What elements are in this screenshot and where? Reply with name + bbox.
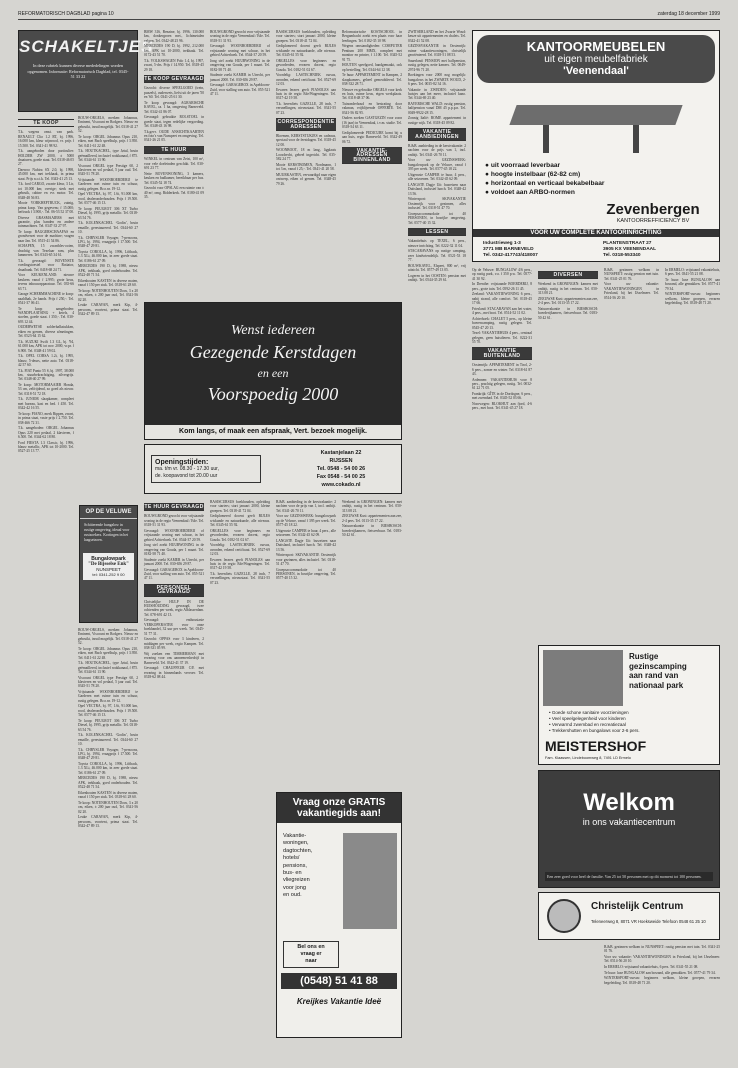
classified-ad: Viscount ORGEL type Prestige 60, 2 klavieren en vol pedaal, 5 jaar oud. Tel. 0345-51 78 20. bbox=[78, 163, 138, 177]
classified-ad: Vakantiehuis op TEXEL, 6 pers., nieuwe inrichting. Tel. 0222-32 11 04. bbox=[408, 239, 466, 248]
classified-ad: Ervaren lerares geeft PIANOLES aan huis in de regio Ede/Wageningen. Tel. 0317-42 19 58. bbox=[276, 87, 336, 101]
classified-ad: Jong stel zoekt HUURWONING in de omgeving van Gouda, per 1 maart. Tel. 0182-58 71 40. bbox=[144, 543, 204, 557]
classified-ad: Christelijke HULP IN DE HUISHOUDING gevraagd, twee ochtenden per week, regio Alblasserdam. Tel. 078-691 42 13. bbox=[144, 599, 204, 617]
classified-ad: Ouders zoeken GASTGEZIN voor zoon (16 jaar) in Veenendaal, i.v.m. studie. Tel. 0318-54 63 11. bbox=[342, 116, 402, 130]
section-te-huur-gevraagd: TE HUUR GEVRAAGD bbox=[144, 504, 204, 510]
bullet-icon: • bbox=[549, 722, 552, 727]
welkom-text: Een zeer goed voor heel de familie. Van 25 tot 50 personen met op dit moment tot 100 personen. bbox=[545, 872, 713, 881]
classified-ad: T.k. CHRYSLER Voyager, 7-persoons, LPG, bj. 1994, vraagprijs f 17.500. Tel. 0348-47 29 81. bbox=[78, 235, 138, 249]
classified-ad: Garage SCHERMMACHINE te koop: naaldhak, 2e hands. Prijs f 250,-. Tel. 0541-37 06 41. bbox=[18, 292, 74, 305]
classified-ad: MERCEDES 190 D, bj. 1988, nieuw APK, trekhaak, goed onderhouden. Tel. 0522-48 71 54. bbox=[78, 264, 138, 278]
classified-ad: Gevraagd: WOONBOERDERIJ of vrijstaande woning met schuur, in het gebied Achterhoek. Tel. 0544-37 20 59. bbox=[210, 44, 270, 58]
masthead-intro: In deze rubriek kunnen diverse mededelingen worden opgenomen. Informatie: Reformatorisch Dagblad, tel. 0345-51 33 22 bbox=[27, 63, 129, 80]
classified-ad: Logeren in het OOSTEN: pension met ontbijt. Tel. 0544-35 29 61. bbox=[408, 273, 466, 283]
classified-ad: B.&B. aanbieding in de kerstvakantie: 2 nachten voor de prijs van 1, incl. ontbijt. Tel. 0341-26 70 11. bbox=[408, 144, 466, 157]
classified-ad: Sauerland: PENSION met halfpension, rustig gelegen, nette kamers. Tel. 0049-2974-96 71 20. bbox=[408, 58, 466, 72]
classified-ad: Gevraagd: CHAUFFEUR C/E met ervaring in binnenlands vervoer. Tel. 0318-62 08 44. bbox=[144, 666, 204, 679]
classified-ad: Leuke CARAVAN, merk Kip, 4-persoons, voortent, prima staat. Tel. 0342-47 89 13. bbox=[78, 815, 138, 829]
ad-rustige-camping bbox=[538, 645, 720, 765]
classified-ad: Natuurvakantie in BIESBOSCH: boerderijkamers, fietsverhuur. Tel. 0183-50 42 61. bbox=[342, 524, 402, 538]
column-8 bbox=[408, 30, 466, 1054]
openingstijden-text: ma. t/m vr. 08.30 - 17.30 uur, de. koopavond tot 20.00 uur bbox=[155, 466, 219, 479]
classified-ad: B.&B. gezinnen welkom in NUNSPEET: rustig pension met tuin. Tel. 0341-25 01 76. bbox=[604, 945, 720, 954]
classified-ad: Toyota COROLLA, bj. 1996, Liftback, 1.3 XLi, 46.000 km, in zeer goede staat. Tel. 0186-61 27 09. bbox=[78, 250, 138, 263]
camping-item: • Trekkershutten en bungalows voor 2-6 pers. bbox=[549, 728, 640, 733]
classified-ad: Te koop: PEUGEOT 306 XT Turbo Diesel, bj. 1995, grijs metallic. Tel. 0318-63 54 76. bbox=[78, 206, 138, 220]
desk-leg-shape-2 bbox=[633, 125, 639, 153]
classified-ad: In Drenthe: vrijstaande BOERDERIJ, 8 pers., grote tuin. Tel. 0592-26 11 45. bbox=[472, 282, 532, 291]
classified-ad: LANGSTE Dagje Uit: busreizen naar Duitsland, inclusief lunch. Tel. 0348-42 13 56. bbox=[276, 538, 336, 552]
column-5-lower-ads bbox=[276, 500, 336, 581]
classified-ad: Vrijstaande WOONBOERDERIJ te Garderen met ruime tuin en schuur, rustig gelegen. Br.o.nr. 19-12. bbox=[78, 178, 138, 191]
column-10 bbox=[538, 268, 598, 640]
classified-ad: MERCEDES 190 D, bj. 1988, nieuw APK, trekhaak, goed onderhouden. Tel. 0522-48 71 54. bbox=[78, 776, 138, 790]
camping-brand: MEISTERSHOF bbox=[545, 738, 647, 754]
section-vakantie-binnenland: VAKANTIE-ADRESSEN BINNENLAND bbox=[342, 147, 402, 164]
openingstijden-title: Openingstijden: bbox=[155, 459, 209, 466]
section-te-huur: TE HUUR bbox=[144, 146, 204, 154]
column-3-ads bbox=[144, 30, 204, 72]
classified-ad: Gezocht: diverse SPEELGOED (trein, puzzels), ouderwets, liefst uit de jaren '50 en '60. Tel. 0341-25 61 30. bbox=[144, 86, 204, 100]
kantoor-bullet: ● voldoet aan ARBO-normen bbox=[485, 189, 575, 196]
classified-ad: B.&B. aanbieding in de kerstvakantie: 2 nachten voor de prijs van 1, incl. ontbijt. Tel. 0341-26 70 11. bbox=[276, 500, 336, 513]
kerst-text-block bbox=[145, 323, 401, 405]
kantoor-addr-left: Industrieweg 1-3 3771 MB BARNEVELD Tel. 0342-417743/418007 bbox=[483, 241, 538, 258]
column-3c-ads bbox=[144, 157, 204, 199]
classified-ad: Achterhoek: CHALET 5 pers., op kleine boerencamping, rustig gelegen. Tel. 0545-47 20 13. bbox=[472, 316, 532, 330]
classified-ad: BOUW-ORGELS, merken: Johannus, Eminent, Viscount en Rodgers. Nieuw en gebruikt, inruil mogelijk. Tel. 0318-41 27 52. bbox=[78, 628, 138, 646]
classified-ad: Wegens omstandigheden: COMPUTER Pentium 200 MMX, compleet met monitor en printer, f 1.100. Tel. 0345-52 91 75. bbox=[342, 44, 402, 62]
classified-ad: Diverse GRASMAAIERS met garantie, plus banden en andere tuinmachines. Tel. 0347-33 27 97. bbox=[18, 215, 74, 229]
classified-ad: BOUWGROND gezocht voor vrijstaande woning in de regio Veenendaal / Ede. Tel. 0318-51 31 93. bbox=[210, 30, 270, 43]
classified-ad: Groepsaccommodatie tot 40 PERSONEN, in bosrijke omgeving. Tel. 0577-40 15 32. bbox=[408, 211, 466, 225]
column-8c-ads bbox=[408, 239, 466, 282]
classified-ad: Wij zoeken een TIMMERMAN met ervaring voor ons aannemersbedrijf in Barneveld. Tel. 0342-41 37 19. bbox=[144, 651, 204, 665]
classified-ad: WINTERSPORT-cursus: beginners welkom, kleine groepen, ervaren begeleiding. Tel. 0318-48 71 20. bbox=[665, 292, 720, 306]
column-5 bbox=[276, 30, 336, 300]
classified-ad: Gevraagd: enthousiaste VERKOPER/STER voor onze boekhandel, 32 uur per week. Tel. 0345-51 77 31. bbox=[144, 618, 204, 636]
centrum-brand: Christelijk Centrum bbox=[591, 901, 684, 912]
classified-ad: Te huur: luxe BUNGALOW aan bosrand, alle gemakken. Tel. 0577-41 79 34. bbox=[604, 970, 716, 975]
column-3 bbox=[144, 30, 204, 300]
classified-ad: ORGELLES voor beginners en gevorderden, ervaren docent, regio Gouda. Tel. 0182-51 02 67. bbox=[276, 58, 336, 72]
classified-ad: ZEEUWSE Kust: appartementen aan zee, 2-4 pers. Tel. 0113-35 17 22. bbox=[538, 296, 598, 306]
vraag-image bbox=[343, 833, 397, 929]
classified-ad: Uitgeruste CAMPER te huur, 4 pers., alle seizoenen. Tel. 0342-45 62 09. bbox=[408, 172, 466, 182]
column-3-lower-ads-b bbox=[144, 600, 204, 680]
classified-ad: WOONBOOT, 18 m lang, ligplaats Loosdrecht, geheel ingericht. Tel. 035-582 24 77. bbox=[276, 148, 336, 162]
bullet-icon: • bbox=[549, 716, 552, 721]
classified-ad: T.k. VOLKSWAGEN Polo 1.4, bj. 1997, zwart, 5-drs. Prijs f 14.950. Tel. 0318-45 29 18. bbox=[144, 58, 204, 72]
kantoor-bullet: ● horizontaal en verticaal bekabelbaar bbox=[485, 180, 605, 187]
classified-ad: Gediplomeerd docent geeft BIJLES wiskunde en natuurkunde, alle niveaus. Tel. 0345-61 55 92. bbox=[276, 44, 336, 58]
column-4-lower-ads bbox=[210, 500, 270, 585]
kantoor-sub: uit eigen meubelfabriek bbox=[544, 54, 648, 65]
classified-ad: BASISCURSUS boekhouden, opleiding voor starters; start januari 2000, kleine groepen. Tel. 0318-41 72 04. bbox=[210, 500, 270, 513]
classified-ad: Mooie VORKHEFTRUCK, zuinig, prima koop. Van gegevens; f 15.000; heftruck f 3.900,-. Tel. 06-53 52 37 00. bbox=[18, 201, 74, 215]
column-8b-ads bbox=[408, 144, 466, 225]
classified-ad: T.k. wegens omst. van park. RENAULT Clio 1.2 RT, bj. 1996, 16.000 km, kleur wijnrood, vr. prijs f 15.500. Tel. 0341-41 98 92. bbox=[18, 130, 74, 148]
classified-ad: Gevraagd: WOONBOERDERIJ of vrijstaande woning met schuur, in het gebied Achterhoek. Tel. 0544-37 20 59. bbox=[144, 528, 204, 542]
schakeltjes-masthead bbox=[18, 30, 154, 112]
classified-ad: T.k. FIAT Punto 55 S, bj. 1997, 38.000 km, stuurbekrachtiging, zilvergrijs. Tel. 0348-40 27 99. bbox=[18, 368, 74, 382]
classified-ad: Oostenrijk: APPARTEMENT in Tirol, 2-6 pers., zomer en winter. Tel. 0318-61 87 43. bbox=[472, 363, 532, 377]
kerst-line1: Wenst iedereen bbox=[230, 323, 316, 338]
classified-ad: Gevraagd: gebruikte ROLSTOEL in goede staat, tegen redelijke vergoeding. Tel. 0348-43 16 98. bbox=[144, 115, 204, 129]
classified-ad: Nette BOVENWONING, 3 kamers, keuken en badkamer, bereikbaar per bus. Tel. 0345-52 18 74. bbox=[144, 171, 204, 185]
classified-ad: WINTERSPORT-cursus: beginners welkom, kleine groepen, ervaren begeleiding. Tel. 0318-48 71 20. bbox=[604, 976, 720, 985]
classified-ad: Reformatorische KOSTSCHOOL in Bergambacht zoekt een plaats voor haar leerlingen. Tel. 0182-35 10 98. bbox=[342, 30, 402, 43]
kerst-line2: Gezegende Kerstdagen bbox=[189, 342, 357, 362]
kantoor-addr-right: PLANTENSTRAAT 27 3905 KX VEENENDAAL Tel. 0318-553340 bbox=[603, 241, 657, 258]
camping-item: • Veel speelgelegenheid voor kinderen bbox=[549, 716, 626, 721]
desk-leg-shape bbox=[543, 125, 549, 153]
column-12 bbox=[604, 945, 720, 1038]
classified-ad: In ERMELO: vrijstaand vakantiehuis, 6 pers. Tel. 0341-55 21 08. bbox=[665, 268, 720, 277]
classified-ad: Op de Veluwe: BUNGALOW 4/6 pers., op rustig park, v.a. f 350 p.w. Tel. 0577-41 30 92. bbox=[472, 268, 532, 281]
classified-ad: STACARAVANS op rustige camping, zeer kindvriendelijk. Tel. 0521-53 18 77. bbox=[408, 249, 466, 263]
classified-ad: Ford FIESTA 1.3 Classic, bj. 1996, blauw metallic, APK tot 10-2000. Tel. 0527-25 13 77. bbox=[18, 440, 74, 454]
column-5-lower bbox=[276, 500, 336, 790]
kerst-line4: Voorspoedig 2000 bbox=[207, 384, 339, 404]
column-4-ads bbox=[210, 30, 270, 96]
classified-ad: Weekend in GRONINGEN: kamers met ontbijt, rustig in het centrum. Tel. 050-313 08 21. bbox=[342, 500, 402, 513]
camping-items bbox=[549, 710, 640, 734]
ad-welkom bbox=[538, 770, 720, 888]
vraag-cta: Bel ons en vraag er naar bbox=[283, 941, 339, 968]
kantoor-slogan: 'Veenendaal' bbox=[563, 65, 629, 77]
classified-ad: Te koop: NOTENHOUTEN Doos, 3 x 20 cm, eiken, ± 200 jaar oud, Tel. 0341-56 02 20. bbox=[78, 288, 138, 302]
classified-ad: Studente zoekt KAMER in Utrecht, per januari 2000. Tel. 030-656 29 87. bbox=[144, 557, 204, 567]
classified-ad: Voordelig: LASTECHNIEK cursus, avonden, erkend certificaat. Tel. 0527-69 12 03. bbox=[276, 73, 336, 87]
vraag-line1: Vraag onze GRATIS bbox=[292, 797, 386, 808]
kantoor-brand: Zevenbergen bbox=[606, 201, 700, 218]
kantoor-header bbox=[477, 35, 715, 83]
classified-ad: T.k. OPEL CORSA 1.2i, bj. 1995, blauw, 5-deurs, nette auto. Tel. 0318-42 57 60. bbox=[18, 354, 74, 367]
column-10-ads bbox=[538, 282, 598, 320]
classified-ad: MUURKASTEN, vervaardigd naar eigen ontwerp, eiken of grenen. Tel. 0348-45 79 26. bbox=[276, 172, 336, 186]
classified-ad: Voor uw vakantie: VAKANTIEWONINGEN in Friesland, bij het IJsselmeer. Tel. 0514-56 20 10. bbox=[604, 955, 720, 964]
classified-ad: Ardennen: VAKANTIEHUIS voor 8 pers., prachtig gelegen, rustig. Tel. 0032-61 22 71 05. bbox=[472, 377, 532, 391]
column-2-ads-top bbox=[78, 116, 138, 317]
centrum-logo-icon bbox=[547, 899, 581, 933]
classified-ad: In ERMELO: vrijstaand vakantiehuis, 6 pers. Tel. 0341-55 21 08. bbox=[604, 965, 699, 969]
classified-ad: T.k. aangeboden: ORGEL Johannus Opus 220 met pedaal, 2 klavieren, f 6.500. Tel. 0344-62 18 80. bbox=[18, 426, 74, 439]
column-5-ads bbox=[276, 30, 336, 115]
classified-ad: Te koop: PIANO, merk Rippen, zwart, in prima staat, vaste prijs f 2.750. Tel. 038-466 72 31. bbox=[18, 411, 74, 425]
classified-ad: Groepsaccommodatie tot 40 PERSONEN, in bosrijke omgeving. Tel. 0577-40 15 32. bbox=[276, 567, 336, 581]
vraag-phone: (0548) 51 41 88 bbox=[281, 973, 397, 989]
classified-ad: Te huur: APPARTEMENT in Kampen, 2 slaapkamers, geheel gemeubileerd. Tel. 038-332 28 71. bbox=[342, 73, 402, 87]
kantoor-bullet: ● uit voorraad leverbaar bbox=[485, 162, 561, 169]
classified-ad: Vakantie in ZWEDEN: vrijstaande huisjes aan het meer, inclusief kano. Tel. 0344-69 23 40. bbox=[408, 87, 466, 101]
classified-ad: T.k. HOUTKACHEL, type Jøtul, bruin geëmailleerd, inclusief rookkanaal, f 875. Tel. 0344-61 13 90. bbox=[78, 661, 138, 675]
classified-ad: SCHAPEN, 15 zwartbles-ooien, drachtig van Texelaar ram, plus lammeren. Tel. 0343-65 34 61. bbox=[18, 244, 74, 258]
column-1-ads bbox=[18, 130, 74, 453]
section-te-koop: TE KOOP bbox=[18, 119, 74, 127]
kantoor-bullet: ● hoogte instelbaar (62-82 cm) bbox=[485, 171, 581, 178]
column-11-ads bbox=[604, 268, 720, 306]
classified-ad: Vrijstaande WOONBOERDERIJ te Garderen met ruime tuin en schuur, rustig gelegen. Br.o.nr. 19-12. bbox=[78, 690, 138, 703]
kantoor-title: KANTOORMEUBELEN bbox=[526, 39, 666, 54]
section-te-koop-gevraagd: TE KOOP GEVRAAGD bbox=[144, 76, 204, 83]
column-9b-ads bbox=[472, 363, 532, 411]
classified-ad: GEZINSVAKANTIE in Oostenrijk: ruime vakantiewoningen, christelijk georiënteerd. Tel. 0318-51 08 53. bbox=[408, 44, 466, 58]
classified-ad: Gezocht: OPPAS voor 3 kinderen, 2 middagen per week, regio Kampen. Tel. 038-331 05 99. bbox=[144, 637, 204, 651]
classified-ad: Voordelig: LASTECHNIEK cursus, avonden, erkend certificaat. Tel. 0527-69 12 03. bbox=[210, 543, 270, 557]
column-3-lower bbox=[144, 500, 204, 1054]
classified-ad: Te koop: MOTORMAAIER Honda, 53 cm, zelfrijdend, zo goed als nieuw. Tel. 0318-51 72 18. bbox=[18, 382, 74, 396]
ad-openingstijden bbox=[144, 444, 402, 494]
classified-ad: Wintersport: SKIVAKANTIE Oostenrijk voor gezinnen, alles inclusief. Tel. 0318-51 47 70. bbox=[408, 197, 466, 211]
masthead-title: SCHAKELTJES bbox=[19, 37, 154, 56]
section-vakantie-buitenland: VAKANTIE BUITENLAND bbox=[472, 347, 532, 360]
column-6 bbox=[342, 30, 402, 300]
camping-title: Rustige gezinscamping aan rand van nationaal park bbox=[629, 652, 687, 690]
classified-ad: Wintersport: SKIVAKANTIE Oostenrijk voor gezinnen, alles inclusief. Tel. 0318-51 47 70. bbox=[276, 553, 336, 567]
vraag-header bbox=[277, 793, 401, 823]
section-lessen: LESSEN bbox=[408, 228, 466, 236]
veluwe-name: "De Bijsselse Enk" bbox=[88, 562, 129, 567]
vraag-items: Vakantie- woningen, dagtochten, hotels/ pensions, bus- en vliegreizen voor jong en oud. bbox=[283, 833, 313, 899]
classified-ad: T.k. gevraagd: BOVENSTE voedingstoestel voor Rotiator, draaibank. Tel. 0418-68 24 71. bbox=[18, 258, 74, 272]
classified-ad: T.k. aangeboden door particulier: HOLDER ZW 2000, ± 5000 draaiuren, goede staat. Tel. 0318-46 05 27. bbox=[18, 149, 74, 167]
ad-vraag-gratis bbox=[276, 792, 402, 1038]
classified-ad: Viscount ORGEL type Prestige 60, 2 klavieren en vol pedaal, 5 jaar oud. Tel. 0345-51 78 20. bbox=[78, 675, 138, 689]
section-vakantie-aanbiedingen: VAKANTIE AANBIEDINGEN bbox=[408, 128, 466, 141]
classified-ad: T.k. HOUTKACHEL, type Jøtul, bruin geëmailleerd, inclusief rookkanaal, f 875. Tel. 0344-61 13 90. bbox=[78, 149, 138, 163]
classified-ad: T.k. herenfiets GAZELLE, 28 inch, 7 versnellingen, nieuwstaat. Tel. 0341-55 07 23. bbox=[210, 572, 270, 585]
classified-ad: BOUWKAVEL, Elspeet, 800 m², vrij uitzicht. Tel. 0577-49 13 05. bbox=[408, 263, 466, 273]
veluwe-title: OP DE VELUWE bbox=[80, 506, 137, 519]
bullet-icon: ● bbox=[485, 171, 491, 178]
ad-kerst bbox=[144, 302, 402, 440]
classified-ad: Studente zoekt KAMER in Utrecht, per januari 2000. Tel. 030-656 29 87. bbox=[210, 73, 270, 82]
classified-ad: T.k. ford CARGO, zwarte kleur, 3 Ltr, tot 10.000 km; overige; sterk met gebruik, cabine en rvs motor. Tel. 0348-48 56 83. bbox=[18, 182, 74, 200]
classified-ad: Noorwegen: BLOKHUT aan fjord, 4-6 pers., met boot. Tel. 0341-45 27 18. bbox=[472, 402, 532, 411]
kantoor-tagline: VOOR UW COMPLETE KANTOORINRICHTING bbox=[473, 229, 719, 237]
column-9-ads bbox=[472, 268, 532, 344]
column-2-ads-bottom bbox=[78, 628, 138, 829]
classified-ad: Tuinonderhoud en bestrating door vakman, vrijblijvende OFFERTE. Tel. 0341-56 82 95. bbox=[342, 102, 402, 115]
bullet-icon: ● bbox=[485, 180, 491, 187]
classified-ad: Voor uw GEZINSWEEK: bungalowpark op de Veluwe, vanaf f 395 per week. Tel. 0577-45 18 22. bbox=[408, 158, 466, 172]
classified-ad: Uitgeruste CAMPER te huur, 4 pers., alle seizoenen. Tel. 0342-45 62 09. bbox=[276, 528, 336, 538]
classified-ad: ZWITSERLAND en het Zwarte Woud: keuze uit appartementen en chalets. Tel. 0342-41 52 08. bbox=[408, 30, 466, 43]
classified-ad: Gediplomeerd docent geeft BIJLES wiskunde en natuurkunde, alle niveaus. Tel. 0345-61 55 92. bbox=[210, 514, 270, 528]
classified-ad: Mooie KERSTBOMEN, Nordmann, 1 tot 3 m, vanaf f 25,-. Tel. 0341-41 20 58. bbox=[276, 162, 336, 172]
bullet-icon: ● bbox=[485, 189, 491, 196]
column-12-ads bbox=[604, 945, 720, 985]
classified-ad: Gezocht voor OPSLAG een ruimte van ± 40 m², omg. Ridderkerk. Tel. 0180-41 09 35. bbox=[144, 186, 204, 199]
welkom-title: Welkom bbox=[583, 789, 675, 816]
classified-ad: T.k. CHRYSLER Voyager, 7-persoons, LPG, bj. 1994, vraagprijs f 17.500. Tel. 0348-47 29 81. bbox=[78, 747, 138, 761]
classified-ad: Te koop: BAGGERSCHAAFAS en grondverzet voor de machine; vragen naar Jan. Tel. 0515-41 54 86. bbox=[18, 230, 74, 243]
classified-ad: Zeeland: VAKANTIEWONING 6 pers., nabij strand, alle comfort. Tel. 0118-45 17 66. bbox=[472, 292, 532, 306]
classified-ad: LANGSTE Dagje Uit: busreizen naar Duitsland, inclusief lunch. Tel. 0348-42 13 56. bbox=[408, 182, 466, 196]
classified-ad: BASISCURSUS boekhouden, opleiding voor starters; start januari 2000, kleine groepen. Tel. 0318-41 72 04. bbox=[276, 30, 336, 43]
column-3b-ads bbox=[144, 86, 204, 142]
classified-ad: Leuke CARAVAN, merk Kip, 4-persoons, voortent, prima staat. Tel. 0342-47 89 13. bbox=[78, 303, 138, 317]
classified-ad: Voor KEUKENLAND: nieuwe keukens vanaf f 2.995; grote keus, tevens inbouwapparatuur. Tel. 035-66 63 71. bbox=[18, 273, 74, 291]
ad-kantoormeubelen bbox=[472, 30, 720, 262]
classified-ad: Toyota COROLLA, bj. 1996, Liftback, 1.3 XLi, 46.000 km, in zeer goede staat. Tel. 0186-61 27 09. bbox=[78, 762, 138, 775]
bullet-icon: ● bbox=[485, 162, 491, 169]
column-7-ads bbox=[342, 500, 402, 538]
section-personeel: PERSONEEL GEVRAAGD bbox=[144, 584, 204, 597]
veluwe-brand-block bbox=[83, 553, 134, 580]
veluwe-tel: tel: 0341-252 9 00 bbox=[92, 572, 125, 577]
classified-ad: T.k. SUZUKI Swift 1.3 GL, bj. '94, 61.000 km, APK tot nov. 2000, vr.pr. f 6.900. Tel. 0348-41 59 02. bbox=[18, 339, 74, 353]
classified-ad: T.k. herenfiets GAZELLE, 28 inch, 7 versnellingen, nieuwstaat. Tel. 0341-55 07 23. bbox=[276, 102, 336, 115]
classified-ad: B.&B. gezinnen welkom in NUNSPEET: rustig pension met tuin. Tel. 0341-25 01 76. bbox=[604, 268, 659, 281]
ad-op-de-veluwe bbox=[79, 505, 138, 623]
classified-ad: Te koop aangeboden: WANDPLAATSING + ketels, 4 stoelen, goede staat. f 350,-. Tel. 030-693 12 44. bbox=[18, 306, 74, 324]
classified-ad: Ervaren lerares geeft PIANOLES aan huis in de regio Ede/Wageningen. Tel. 0317-42 19 58. bbox=[210, 557, 270, 571]
column-4 bbox=[210, 30, 270, 300]
classified-ad: ORGELLES voor beginners en gevorderden, ervaren docent, regio Gouda. Tel. 0182-51 02 67. bbox=[210, 528, 270, 542]
classified-ad: OUDERWETSE zolderbalkstukken, eiken en grenen, diverse afmetingen. Tel. 0523-64 15 62. bbox=[18, 325, 74, 339]
classified-ad: Weekend in GRONINGEN: kamers met ontbijt, rustig in het centrum. Tel. 050-313 08 21. bbox=[538, 282, 598, 296]
welkom-sub: in ons vakantiecentrum bbox=[582, 817, 676, 827]
openingstijden-left bbox=[151, 455, 261, 483]
classified-ad: Gevraagd: GARAGEBOX in Apeldoorn-Zuid, voor stalling van auto. Tel. 055-521 47 11. bbox=[144, 567, 204, 581]
header-left: REFORMATORISCH DAGBLAD pagina 10 bbox=[18, 11, 114, 17]
classified-ad: Zonnig Italië: ROME appartement in rustige wijk. Tel. 0318-45 09 82. bbox=[408, 116, 466, 125]
column-6-ads bbox=[342, 30, 402, 144]
classified-ad: Jong stel zoekt HUURWONING in de omgeving van Gouda, per 1 maart. Tel. 0182-58 71 40. bbox=[210, 58, 270, 72]
classified-ad: Nieuwe en gebruikte ORGELS voor kerk en huis, ruime keus, eigen werkplaats. Tel. 0318-48 37 06. bbox=[342, 87, 402, 101]
vraag-line2: vakantiegids aan! bbox=[297, 808, 381, 819]
kantoor-brand-block bbox=[593, 201, 713, 224]
classified-ad: WINKEL in centrum van Zeist, 100 m², voor vele doeleinden geschikt. Tel. 030-691 23 77. bbox=[144, 157, 204, 171]
column-8-ads bbox=[408, 30, 466, 125]
classified-ad: BMW 316, Benzine, bj. 1996, 130.000 km, donkergroen met., lichtmetalen velgen. Tel. 0342-48 25 96. bbox=[144, 30, 204, 43]
openingstijden-address: Kastanjelaan 22 RIJSSEN Tel. 0548 - 54 00 26 Fax 0548 - 54 00 25 www.cokado.nl bbox=[316, 450, 366, 488]
kantoor-desk-image bbox=[513, 95, 679, 155]
classified-ad: Eikenhouten KASTEN in diverse maten, vanaf f 150 per stuk. Tel. 0318-61 28 60. bbox=[78, 278, 138, 288]
classified-ad: T.k. JUNIOR slaapkamer, compleet met bureau, kast en bed. f 450. Tel. 0342-42 16 55. bbox=[18, 397, 74, 411]
classified-ad: BOUWGROND gezocht voor vrijstaande woning in de regio Veenendaal / Ede. Tel. 0318-51 31 93. bbox=[144, 514, 204, 528]
section-correspondentie: CORRESPONDENTIE ADRESSEN bbox=[277, 119, 335, 130]
bullet-icon: • bbox=[549, 710, 552, 715]
camping-item: • Verwarmd zwembad en recreatiezaal bbox=[549, 722, 626, 727]
classified-ad: Gevraagd: GARAGEBOX in Apeldoorn-Zuid, voor stalling van auto. Tel. 055-521 47 11. bbox=[210, 83, 270, 97]
ad-christelijk-centrum bbox=[538, 892, 720, 940]
column-1 bbox=[18, 116, 74, 1054]
classified-ad: Te koop: ORGEL Johannus Opus 210, eiken, met Bach speelhulp, prijs f 3.950. Tel. 0411-61 22 48. bbox=[78, 646, 138, 660]
classified-ad: Opel VECTRA, bj. 97, 1.6i, 91.000 km, rood, dealeronderhouden. Prijs f 19.500. Tel. 0577-46 15 13. bbox=[78, 704, 138, 718]
column-11 bbox=[604, 268, 720, 640]
kantoor-bullets bbox=[485, 161, 604, 197]
classified-ad: Voor uw vakantie: VAKANTIEWONINGEN in Friesland, bij het IJsselmeer. Tel. 0514-56 20 10. bbox=[604, 282, 659, 300]
camping-addr: Fam. Klaassen, Lindeboomweg 8, 7491 LD Ermelo bbox=[545, 756, 631, 760]
classified-ad: BAYERISCHE WALD: rustig pension, halfpension vanaf DM 45 p.p.p.n. Tel. 0049-9922-28 15. bbox=[408, 102, 466, 115]
kerst-footer: Kom langs, of maak een afspraak, Vert. bezoek mogelijk. bbox=[145, 425, 401, 439]
camping-item: • Goede schone sanitaire voorzieningen bbox=[549, 710, 629, 715]
section-diversen: DIVERSEN bbox=[538, 271, 598, 279]
classified-ad: Voor uw GEZINSWEEK: bungalowpark op de Veluwe, vanaf f 395 per week. Tel. 0577-45 18 22. bbox=[276, 514, 336, 528]
classified-ad: Te koop gevraagd: AGRARISCHE KAVEL, ca. 1 ha, omgeving Barneveld. Tel. 0342-41 86 07. bbox=[144, 100, 204, 114]
classified-ad: Daewoo Nubira SX 2.0, bj. 1998, 45.000 km, met trekhaak, in prima staat. Prijs n.o.t.k. Tel. 0343-41 25 13. bbox=[18, 168, 74, 181]
classified-ad: Te koop: ORGEL Johannus Opus 210, eiken, met Bach speelhulp, prijs f 3.950. Tel. 0411-61 22 48. bbox=[78, 134, 138, 148]
column-2b bbox=[78, 628, 138, 1054]
column-9 bbox=[472, 268, 532, 1054]
header-right: zaterdag 18 december 1999 bbox=[657, 11, 720, 17]
centrum-addr: Teleneerweg 8, 8071 VR Hoeksweide Telefoon 0548 61 25 10 bbox=[591, 919, 706, 924]
classified-ad: Gediplomeerde PEDICURE komt bij u aan huis, regio Barneveld. Tel. 0342-49 06 72. bbox=[342, 130, 402, 144]
camping-image bbox=[543, 650, 623, 706]
veluwe-place: NUNSPEET bbox=[96, 567, 121, 572]
classified-ad: HOUTEN speelgoed, handgemaakt, ook op bestelling. Tel. 0344-64 12 38. bbox=[342, 63, 402, 72]
classified-ad: Natuurvakantie in BIESBOSCH: boerderijkamers, fietsverhuur. Tel. 0183-50 42 61. bbox=[538, 306, 598, 320]
vraag-brand: Kreijkes Vakantie Ideë bbox=[296, 997, 382, 1006]
classified-ad: T.k. KOLENKACHEL ‘Godin’, bruin emaille, gerestaureerd. Tel. 0344-60 27 10. bbox=[78, 221, 138, 235]
veluwe-brand: Bungalowpark bbox=[91, 556, 126, 562]
classified-ad: Frankrijk: GÎTE in de Dordogne, 6 pers., met zwembad. Tel. 0345-52 03 66. bbox=[472, 392, 532, 401]
classified-ad: ZEEUWSE Kust: appartementen aan zee, 2-4 pers. Tel. 0113-35 17 22. bbox=[342, 514, 402, 523]
page-header bbox=[18, 8, 720, 20]
desk-top-shape bbox=[509, 105, 682, 125]
column-7 bbox=[342, 500, 402, 790]
classified-ad: Friesland: STACARAVAN aan het water, 4 pers., met boot. Tel. 0514-52 11 02. bbox=[472, 306, 532, 316]
classified-ad: Texel: VAKANTIEHUIS 4 pers., centraal gelegen, geen huisdieren. Tel. 0222-31 55 70. bbox=[472, 331, 532, 345]
classified-ad: Te koop: NOTENHOUTEN Doos, 3 x 20 cm, eiken, ± 200 jaar oud, Tel. 0341-56 02 20. bbox=[78, 800, 138, 814]
kerst-line3: en een bbox=[257, 366, 289, 380]
classified-ad: Bloemen, KERSTSTUKJES en cadeaus, speciaal voor de feestdagen. Tel. 0318-45 12 00. bbox=[276, 134, 336, 147]
bullet-icon: • bbox=[549, 728, 552, 733]
veluwe-text: Schitterende bungalow in rustige omgeving, ideaal voor rustzoekers. Kortingen in het laagseizoen. bbox=[84, 523, 130, 542]
classified-ad: Boekingen voor 2000 nog mogelijk: bungalows in het ZWARTE WOUD, 2-6 pers. Tel. 0035-82 34 16. bbox=[408, 73, 466, 87]
classified-ad: Te huur: luxe BUNGALOW aan bosrand, alle gemakken. Tel. 0577-41 79 34. bbox=[665, 278, 720, 291]
classified-ad: Te koop: PEUGEOT 306 XT Turbo Diesel, bj. 1995, grijs metallic. Tel. 0318-63 54 76. bbox=[78, 718, 138, 732]
kantoor-brand-sub: KANTOORREFFICIENCY BV bbox=[616, 218, 690, 224]
column-4-lower bbox=[210, 500, 270, 1054]
classified-ad: Eikenhouten KASTEN in diverse maten, vanaf f 150 per stuk. Tel. 0318-61 28 60. bbox=[78, 790, 138, 800]
classified-ad: T.k. KOLENKACHEL ‘Godin’, bruin emaille, gerestaureerd. Tel. 0344-60 27 10. bbox=[78, 733, 138, 747]
column-5b-ads bbox=[276, 134, 336, 186]
classified-ad: MERCEDES 190 D, bj. 1992, 212.000 km, APK tot 10-2000, trekhaak. Tel. 0172-43 51 70. bbox=[144, 44, 204, 58]
classified-ad: BOUW-ORGELS, merken: Johannus, Eminent, Viscount en Rodgers. Nieuw en gebruikt, inruil mogelijk. Tel. 0318-41 27 52. bbox=[78, 116, 138, 134]
classified-ad: T.k.gevr. OUDE ANSICHTKAARTEN en foto's van Nunspeet en omgeving. Tel. 0341-26 21 05. bbox=[144, 129, 204, 143]
column-3-lower-ads bbox=[144, 514, 204, 580]
classified-ad: Opel VECTRA, bj. 97, 1.6i, 91.000 km, rood, dealeronderhouden. Prijs f 19.500. Tel. 0577-46 15 13. bbox=[78, 192, 138, 206]
